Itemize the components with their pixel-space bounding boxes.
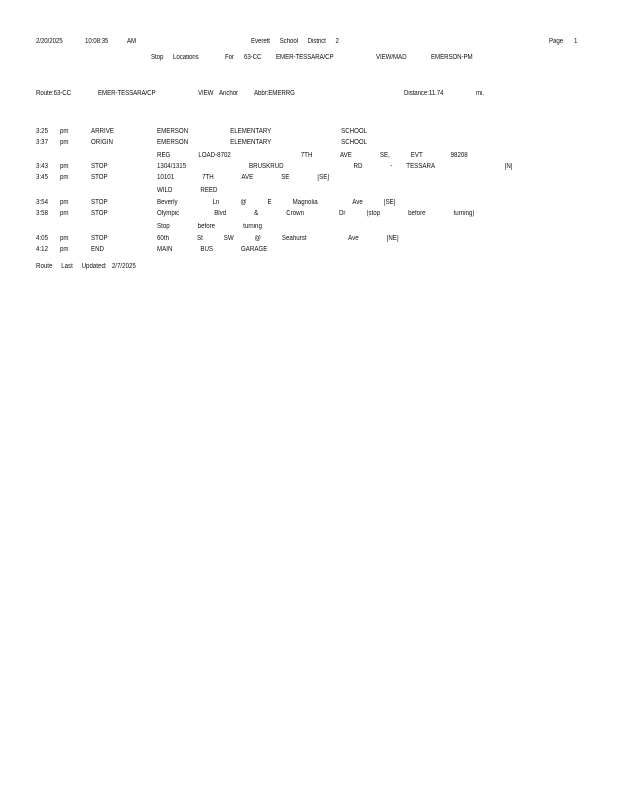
stop-action: STOP (91, 174, 108, 181)
stop-action: STOP (91, 235, 108, 242)
route-abbr: Abbr:EMERRG (254, 90, 295, 97)
stop-description: MAIN BUS GARAGE (157, 246, 268, 253)
route-info-view: VIEW (198, 90, 214, 97)
route-distance: Distance:11.74 (404, 90, 444, 97)
stop-row (0, 235, 618, 245)
report-title: Stop Locations (151, 54, 199, 61)
stop-row (0, 210, 618, 220)
stop-ampm: pm (60, 235, 69, 242)
stop-description: 10101 7TH AVE SE [SE] (157, 174, 330, 181)
stop-time: 4:12 (36, 246, 48, 253)
route-school: EMERSON-PM (431, 54, 473, 61)
stop-description: EMERSON ELEMENTARY SCHOOL (157, 139, 368, 146)
stop-time: 3:45 (36, 174, 48, 181)
stop-ampm: pm (60, 199, 69, 206)
stop-time: 3:43 (36, 163, 48, 170)
page-label: Page (549, 38, 564, 45)
stop-row (0, 199, 618, 209)
distance-unit: mi. (476, 90, 484, 97)
district-name: Everett School District 2 (251, 38, 339, 45)
stop-time: 3:37 (36, 139, 48, 146)
stop-action: ARRIVE (91, 128, 114, 135)
stop-row (0, 139, 618, 149)
stop-description: REG LOAD-8702 7TH AVE SE, EVT 98208 (157, 152, 468, 159)
stop-time: 3:54 (36, 199, 48, 206)
stop-time: 3:25 (36, 128, 48, 135)
route-info-name: EMER-TESSARA/CP (98, 90, 156, 97)
stop-time: 3:58 (36, 210, 48, 217)
stop-description: 1304/1315 BRUSKRUD RD - TESSARA [N] (157, 163, 513, 170)
stop-action: STOP (91, 163, 108, 170)
stop-description: EMERSON ELEMENTARY SCHOOL (157, 128, 368, 135)
report-time: 10:08:35 (85, 38, 109, 45)
route-code: 63-CC (244, 54, 262, 61)
stop-time: 4:05 (36, 235, 48, 242)
stop-ampm: pm (60, 139, 69, 146)
stop-description: WILD REED (157, 187, 218, 194)
stop-row (0, 223, 618, 233)
stop-row (0, 187, 618, 197)
for-label: For (225, 54, 234, 61)
stop-ampm: pm (60, 128, 69, 135)
stop-action: ORIGIN (91, 139, 113, 146)
stop-ampm: pm (60, 246, 69, 253)
stop-action: END (91, 246, 105, 253)
stop-description: Olympic Blvd & Crown Dr (stop before turning) (157, 210, 475, 217)
stop-action: STOP (91, 199, 108, 206)
stop-row (0, 246, 618, 256)
stop-row (0, 163, 618, 173)
stop-ampm: pm (60, 174, 69, 181)
stop-row (0, 174, 618, 184)
last-updated-date: 2/7/2025 (111, 263, 136, 270)
stop-row (0, 152, 618, 162)
page-number: 1 (574, 38, 578, 45)
stop-description: Beverly Ln @ E Magnolia Ave [SE] (157, 199, 396, 206)
stop-action: STOP (91, 210, 108, 217)
report-ampm: AM (127, 38, 137, 45)
route-name: EMER-TESSARA/CP (276, 54, 334, 61)
stop-description: 60th St SW @ Seahurst Ave [NE] (157, 235, 399, 242)
route-view: VIEW/MAD (376, 54, 407, 61)
stop-description: Stop before turning (157, 223, 262, 230)
last-updated-label: Route Last Updated: (36, 263, 107, 270)
stop-ampm: pm (60, 163, 69, 170)
route-info-anchor: Anchor (219, 90, 239, 97)
stop-ampm: pm (60, 210, 69, 217)
route-id: Route:63-CC (36, 90, 71, 97)
route-last-updated (36, 263, 136, 270)
report-date: 2/20/2025 (36, 38, 63, 45)
stop-row (0, 128, 618, 138)
